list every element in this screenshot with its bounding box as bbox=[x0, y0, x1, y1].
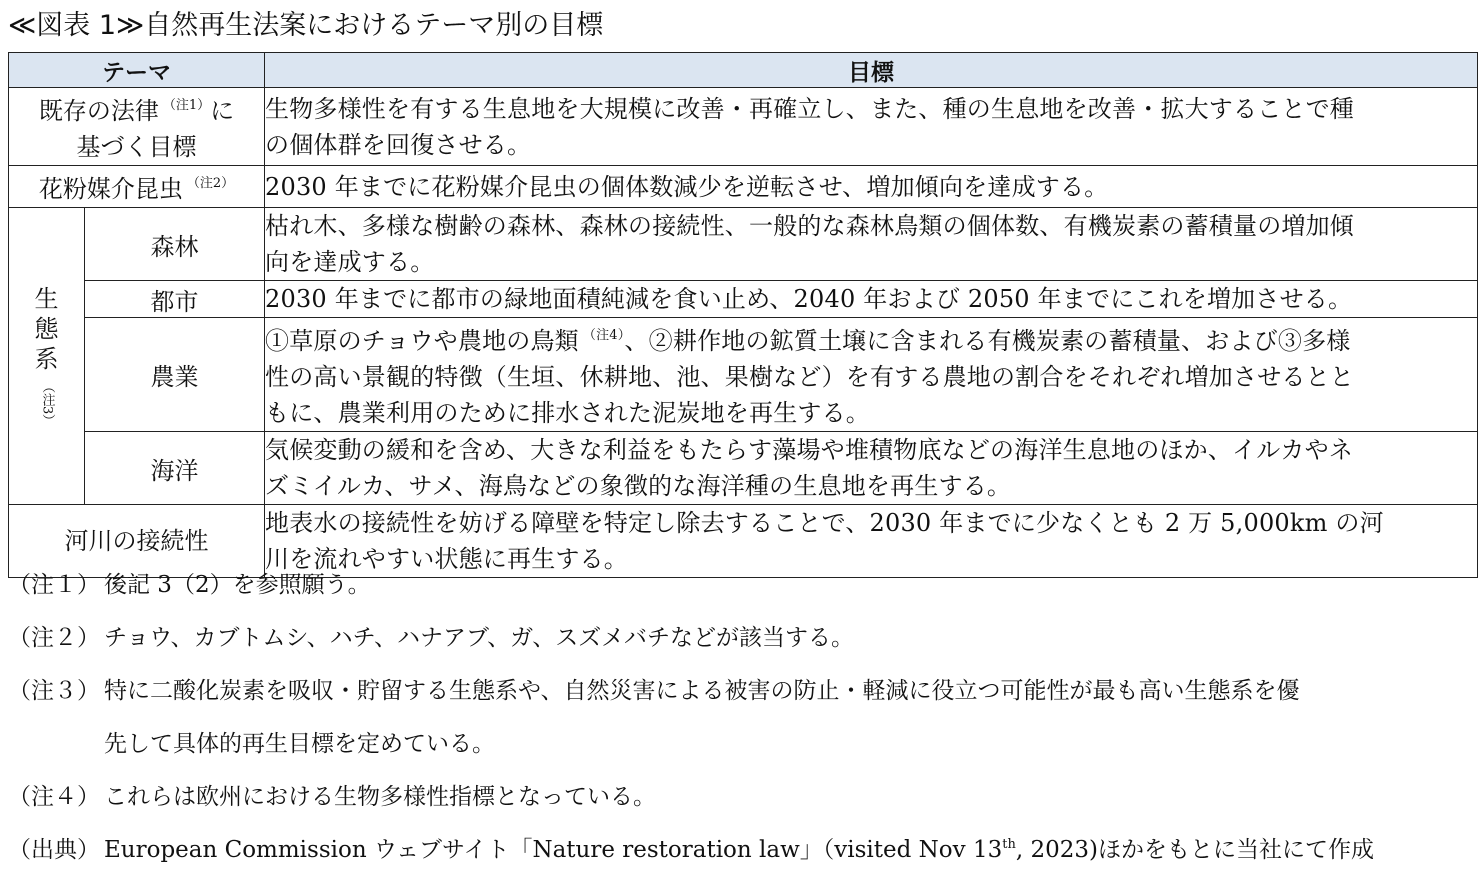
goal-agriculture bbox=[265, 318, 1478, 432]
header-theme: テーマ bbox=[9, 53, 265, 88]
footnote-2 bbox=[8, 619, 854, 652]
goal-text: 向を達成する。 bbox=[265, 248, 435, 276]
table-header-row bbox=[9, 53, 1478, 88]
theme-text: 態 bbox=[34, 315, 59, 344]
footnote-label: （注１） bbox=[8, 572, 100, 598]
goal-text: の個体群を回復させる。 bbox=[265, 130, 532, 159]
footnote-3 bbox=[8, 672, 1300, 705]
theme-text: 基づく目標 bbox=[76, 133, 197, 161]
theme-text: 既存の法律 bbox=[38, 97, 159, 125]
note-ref-3: （注3） bbox=[39, 380, 55, 428]
footnote-label: （注３） bbox=[8, 678, 100, 704]
source-text-superscript: th bbox=[1002, 837, 1016, 852]
source-text: , 2023)ほかをもとに当社にて作成 bbox=[1015, 837, 1374, 863]
theme-urban: 都市 bbox=[85, 281, 265, 318]
goal-text: 地表水の接続性を妨げる障壁を特定し除去することで、2030 年までに少なくとも 2 万 5,000km の河 bbox=[265, 509, 1384, 537]
theme-text: 系 bbox=[34, 345, 59, 374]
goal-text: 枯れ木、多様な樹齢の森林、森林の接続性、一般的な森林鳥類の個体数、有機炭素の蓄積量の増加傾 bbox=[265, 212, 1354, 240]
goal-text: 2030 年までに都市の緑地面積純減を食い止め、2040 年および 2050 年までにこれを増加させる。 bbox=[265, 285, 1353, 313]
footnote-text: 特に二酸化炭素を吸収・貯留する生態系や、自然災害による被害の防止・軽減に役立つ可能性が最も高い生態系を優 bbox=[104, 678, 1300, 704]
goal-text: 、②耕作地の鉱質土壌に含まれる有機炭素の蓄積量、および③多様 bbox=[624, 327, 1351, 355]
goal-text: ズミイルカ、サメ、海鳥などの象徴的な海洋種の生息地を再生する。 bbox=[265, 472, 1012, 500]
theme-text: 生 bbox=[34, 285, 59, 314]
goal-text: 性の高い景観的特徴（生垣、休耕地、池、果樹など）を有する農地の割合をそれぞれ増加させるとと bbox=[265, 363, 1354, 391]
source-text: European Commission ウェブサイト「Nature restoration law」（visited Nov 13 bbox=[104, 837, 1003, 863]
theme-pollinators bbox=[9, 166, 265, 208]
theme-existing-law bbox=[9, 88, 265, 166]
footnote-text: チョウ、カブトムシ、ハチ、ハナアブ、ガ、スズメバチなどが該当する。 bbox=[104, 625, 855, 651]
table-row bbox=[9, 281, 1478, 318]
footnote-label: （注２） bbox=[8, 625, 100, 651]
goal-urban bbox=[265, 281, 1478, 318]
goal-text: もに、農業利用のために排水された泥炭地を再生する。 bbox=[265, 399, 870, 427]
theme-text: に bbox=[210, 97, 235, 125]
note-ref-4: （注4） bbox=[582, 328, 625, 343]
footnote-1 bbox=[8, 566, 371, 599]
note-ref-1: （注1） bbox=[162, 98, 211, 113]
goal-existing-law bbox=[265, 88, 1478, 166]
note-ref-2: （注2） bbox=[186, 176, 235, 191]
table-row bbox=[9, 208, 1478, 281]
theme-text: 花粉媒介昆虫 bbox=[38, 175, 183, 203]
footnote-3-continued bbox=[104, 725, 495, 758]
goal-text: ①草原のチョウや農地の鳥類 bbox=[265, 327, 579, 355]
goal-text: 気候変動の緩和を含め、大きな利益をもたらす藻場や堆積物底などの海洋生息地のほか、イルカやネ bbox=[265, 436, 1354, 464]
theme-ecosystems bbox=[9, 208, 85, 505]
goal-text: 生物多様性を有する生息地を大規模に改善・再確立し、また、種の生息地を改善・拡大することで種 bbox=[265, 94, 1354, 123]
footnote-4 bbox=[8, 778, 656, 811]
goal-forest bbox=[265, 208, 1478, 281]
source-note bbox=[8, 831, 1374, 864]
table-row bbox=[9, 318, 1478, 432]
goal-marine bbox=[265, 432, 1478, 505]
theme-forest: 森林 bbox=[85, 208, 265, 281]
footnote-label: （出典） bbox=[8, 837, 100, 863]
figure-title: ≪図表 1≫自然再生法案におけるテーマ別の目標 bbox=[8, 10, 604, 41]
table-row bbox=[9, 432, 1478, 505]
footnote-text: 先して具体的再生目標を定めている。 bbox=[104, 731, 495, 757]
theme-agriculture: 農業 bbox=[85, 318, 265, 432]
theme-marine: 海洋 bbox=[85, 432, 265, 505]
goal-rivers bbox=[265, 505, 1478, 578]
goal-pollinators bbox=[265, 166, 1478, 208]
footnote-label: （注４） bbox=[8, 784, 100, 810]
footnote-text: 後記 3（2）を参照願う。 bbox=[104, 572, 371, 598]
footnote-text: これらは欧州における生物多様性指標となっている。 bbox=[104, 784, 656, 810]
table-row bbox=[9, 166, 1478, 208]
goal-text: 2030 年までに花粉媒介昆虫の個体数減少を逆転させ、増加傾向を達成する。 bbox=[265, 172, 1109, 201]
theme-rivers: 河川の接続性 bbox=[9, 505, 265, 578]
goal-text: 川を流れやすい状態に再生する。 bbox=[265, 545, 628, 573]
table-row bbox=[9, 88, 1478, 166]
goals-table bbox=[8, 52, 1478, 578]
header-goal: 目標 bbox=[265, 53, 1478, 88]
